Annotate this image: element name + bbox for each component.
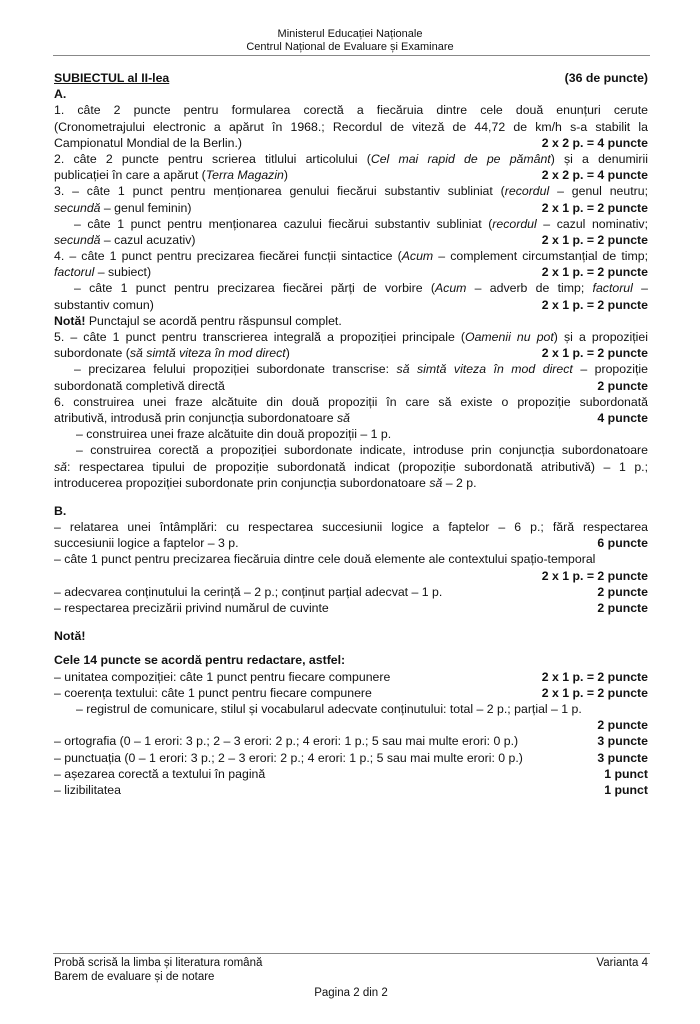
note-title: Cele 14 puncte se acordă pentru redactare, astfel: bbox=[54, 653, 346, 668]
q5-points-2: 2 puncte bbox=[597, 378, 648, 393]
q3-points-1: 2 x 1 p. = 2 puncte bbox=[541, 200, 648, 215]
subject-title: SUBIECTUL al II-lea bbox=[54, 71, 170, 85]
footer-exam: Probă scrisă la limba și literatura română bbox=[54, 957, 263, 969]
subject-heading bbox=[54, 70, 648, 86]
q4-line-1: 4. – câte 1 punct pentru precizarea fiecărei funcții sintactice (Acum – complement circumstanțial de timp; bbox=[54, 249, 648, 264]
b-line-1: – relatarea unei întâmplări: cu respectarea succesiunii logice a faptelor – 6 p.; fără respectarea bbox=[54, 520, 648, 535]
ministry-header: Ministerul Educației Naționale bbox=[277, 28, 423, 40]
footer-variant: Varianta 4 bbox=[596, 957, 648, 969]
q6-line-1: 6. construirea unei fraze alcătuite din două propoziții în care să existe o propoziție subordonată bbox=[54, 394, 648, 409]
q2-line-1: 2. câte 2 puncte pentru scrierea titlului articolului (Cel mai rapid de pe pământ) și a denumirii bbox=[54, 151, 648, 166]
q3-points-2: 2 x 1 p. = 2 puncte bbox=[541, 232, 648, 247]
q3-line-2: secundă – genul feminin) 2 x 1 p. = 2 puncte bbox=[54, 200, 648, 215]
q6-line-3: – construirea unei fraze alcătuite din două propoziții – 1 p. bbox=[76, 427, 392, 442]
q4-line-4: substantiv comun) 2 x 1 p. = 2 puncte bbox=[54, 297, 648, 312]
q3-line-4: secundă – cazul acuzativ) 2 x 1 p. = 2 puncte bbox=[54, 232, 648, 247]
q5-line-1: 5. – câte 1 punct pentru transcrierea integrală a propoziției principale (Oamenii nu pot) și a propoziției bbox=[54, 330, 648, 344]
q2-line-2: publicației în care a apărut (Terra Magazin) 2 x 2 p. = 4 puncte bbox=[54, 168, 648, 183]
q4-line-3: – câte 1 punct pentru precizarea fiecărei părți de vorbire (Acum – adverb de timp; factorul – bbox=[74, 281, 648, 296]
q5-line-3: – precizarea felului propoziției subordonate transcrise: să simtă viteza în mod direct – propoziție bbox=[74, 362, 648, 377]
q1-text: Campionatul Mondial de la Berlin.) bbox=[54, 135, 242, 150]
q4-points-1: 2 x 1 p. = 2 puncte bbox=[541, 265, 648, 280]
q6-line-6: introducerea propoziției subordonate prin conjuncția subordonatoare să – 2 p. bbox=[54, 475, 477, 490]
q5-line-4: subordonată completivă directă 2 puncte bbox=[54, 378, 648, 393]
q6-line-5: să: respectarea tipului de propoziție subordonată indicat (propoziție subordonată atributivă) – 1 p.; bbox=[54, 459, 648, 474]
note-item-spelling: – ortografia (0 – 1 erori: 3 p.; 2 – 3 erori: 2 p.; 4 erori: 1 p.; 5 sau mai multe erori: 0 p.) 3 puncte bbox=[54, 734, 648, 749]
q1-line-2: (Cronometrajului electronic a apărut în 1968.; Recordul de viteză de 44,72 de km/h s-a stabilit la bbox=[54, 119, 648, 134]
q1-line-3 bbox=[54, 135, 648, 151]
q4-points-2: 2 x 1 p. = 2 puncte bbox=[541, 297, 648, 312]
footer-page: Pagina 2 din 2 bbox=[314, 987, 388, 999]
subject-points: (36 de puncte) bbox=[564, 71, 648, 85]
note-label: Notă! bbox=[54, 629, 86, 644]
q4-note: Notă! Punctajul se acordă pentru răspunsul complet. bbox=[54, 313, 342, 328]
note-item-unity: – unitatea compoziției: câte 1 punct pentru fiecare compunere 2 x 1 p. = 2 puncte bbox=[54, 669, 648, 684]
note-item-punctuation: – punctuația (0 – 1 erori: 3 p.; 2 – 3 erori: 2 p.; 4 erori: 1 p.; 5 sau mai multe erori: 0 p.) 3 puncte bbox=[54, 750, 648, 765]
footer-barem: Barem de evaluare și de notare bbox=[54, 971, 215, 983]
q5-line-2: subordonate (să simtă viteza în mod direct) 2 x 1 p. = 2 puncte bbox=[54, 346, 648, 361]
q6-line-2: atributivă, introdusă prin conjuncția subordonatoare să 4 puncte bbox=[54, 410, 648, 425]
q2-points: 2 x 2 p. = 4 puncte bbox=[541, 168, 648, 183]
q3-line-3: – câte 1 punct pentru menționarea cazului fiecărui substantiv subliniat (recordul – cazul nominativ; bbox=[74, 216, 648, 231]
q1-points: 2 x 2 p. = 4 puncte bbox=[541, 135, 648, 150]
section-b-label: B. bbox=[54, 503, 67, 518]
b-points-3: 2 puncte bbox=[597, 584, 648, 599]
q3-line-1: 3. – câte 1 punct pentru menționarea genului fiecărui substantiv subliniat (recordul – genul neutru; bbox=[54, 184, 648, 199]
b-points-1: 6 puncte bbox=[597, 536, 648, 551]
note-register-points: 2 puncte bbox=[597, 718, 648, 733]
q6-line-4: – construirea corectă a propoziției subordonate indicate, introduse prin conjuncția subordonatoare bbox=[76, 443, 648, 458]
note-item-legibility: – lizibilitatea 1 punct bbox=[54, 782, 648, 797]
note-item-coherence: – coerența textului: câte 1 punct pentru fiecare compunere 2 x 1 p. = 2 puncte bbox=[54, 685, 648, 700]
note-item-layout: – așezarea corectă a textului în pagină 1 punct bbox=[54, 766, 648, 781]
center-header: Centrul Național de Evaluare și Examinare bbox=[246, 41, 454, 53]
b-line-2: succesiunii logice a faptelor – 3 p. 6 puncte bbox=[54, 536, 648, 551]
note-item-register: – registrul de comunicare, stilul și vocabularul adecvate conținutului: total – 2 p.; parțial – 1 p. bbox=[76, 701, 582, 716]
b-line-5: – respectarea precizării privind numărul de cuvinte 2 puncte bbox=[54, 601, 648, 615]
document-body bbox=[54, 70, 648, 798]
b-line-4: – adecvarea conținutului la cerință – 2 p.; conținut parțial adecvat – 1 p. 2 puncte bbox=[54, 584, 648, 599]
header-divider bbox=[53, 55, 650, 56]
q5-points-1: 2 x 1 p. = 2 puncte bbox=[541, 346, 648, 361]
footer-divider bbox=[53, 953, 650, 954]
footer bbox=[54, 956, 648, 1000]
b-points-2: 2 x 1 p. = 2 puncte bbox=[541, 568, 648, 583]
b-points-4: 2 puncte bbox=[597, 601, 648, 615]
section-a-label: A. bbox=[54, 87, 67, 102]
q4-line-2: factorul – subiect) 2 x 1 p. = 2 puncte bbox=[54, 265, 648, 280]
q6-points: 4 puncte bbox=[597, 410, 648, 425]
b-line-3: – câte 1 punct pentru precizarea fiecăruia dintre cele două elemente ale contextului spațio-temporal bbox=[54, 552, 596, 567]
q1-line-1: 1. câte 2 puncte pentru formularea corectă a fiecăruia dintre cele două enunțuri cerute bbox=[54, 103, 648, 118]
